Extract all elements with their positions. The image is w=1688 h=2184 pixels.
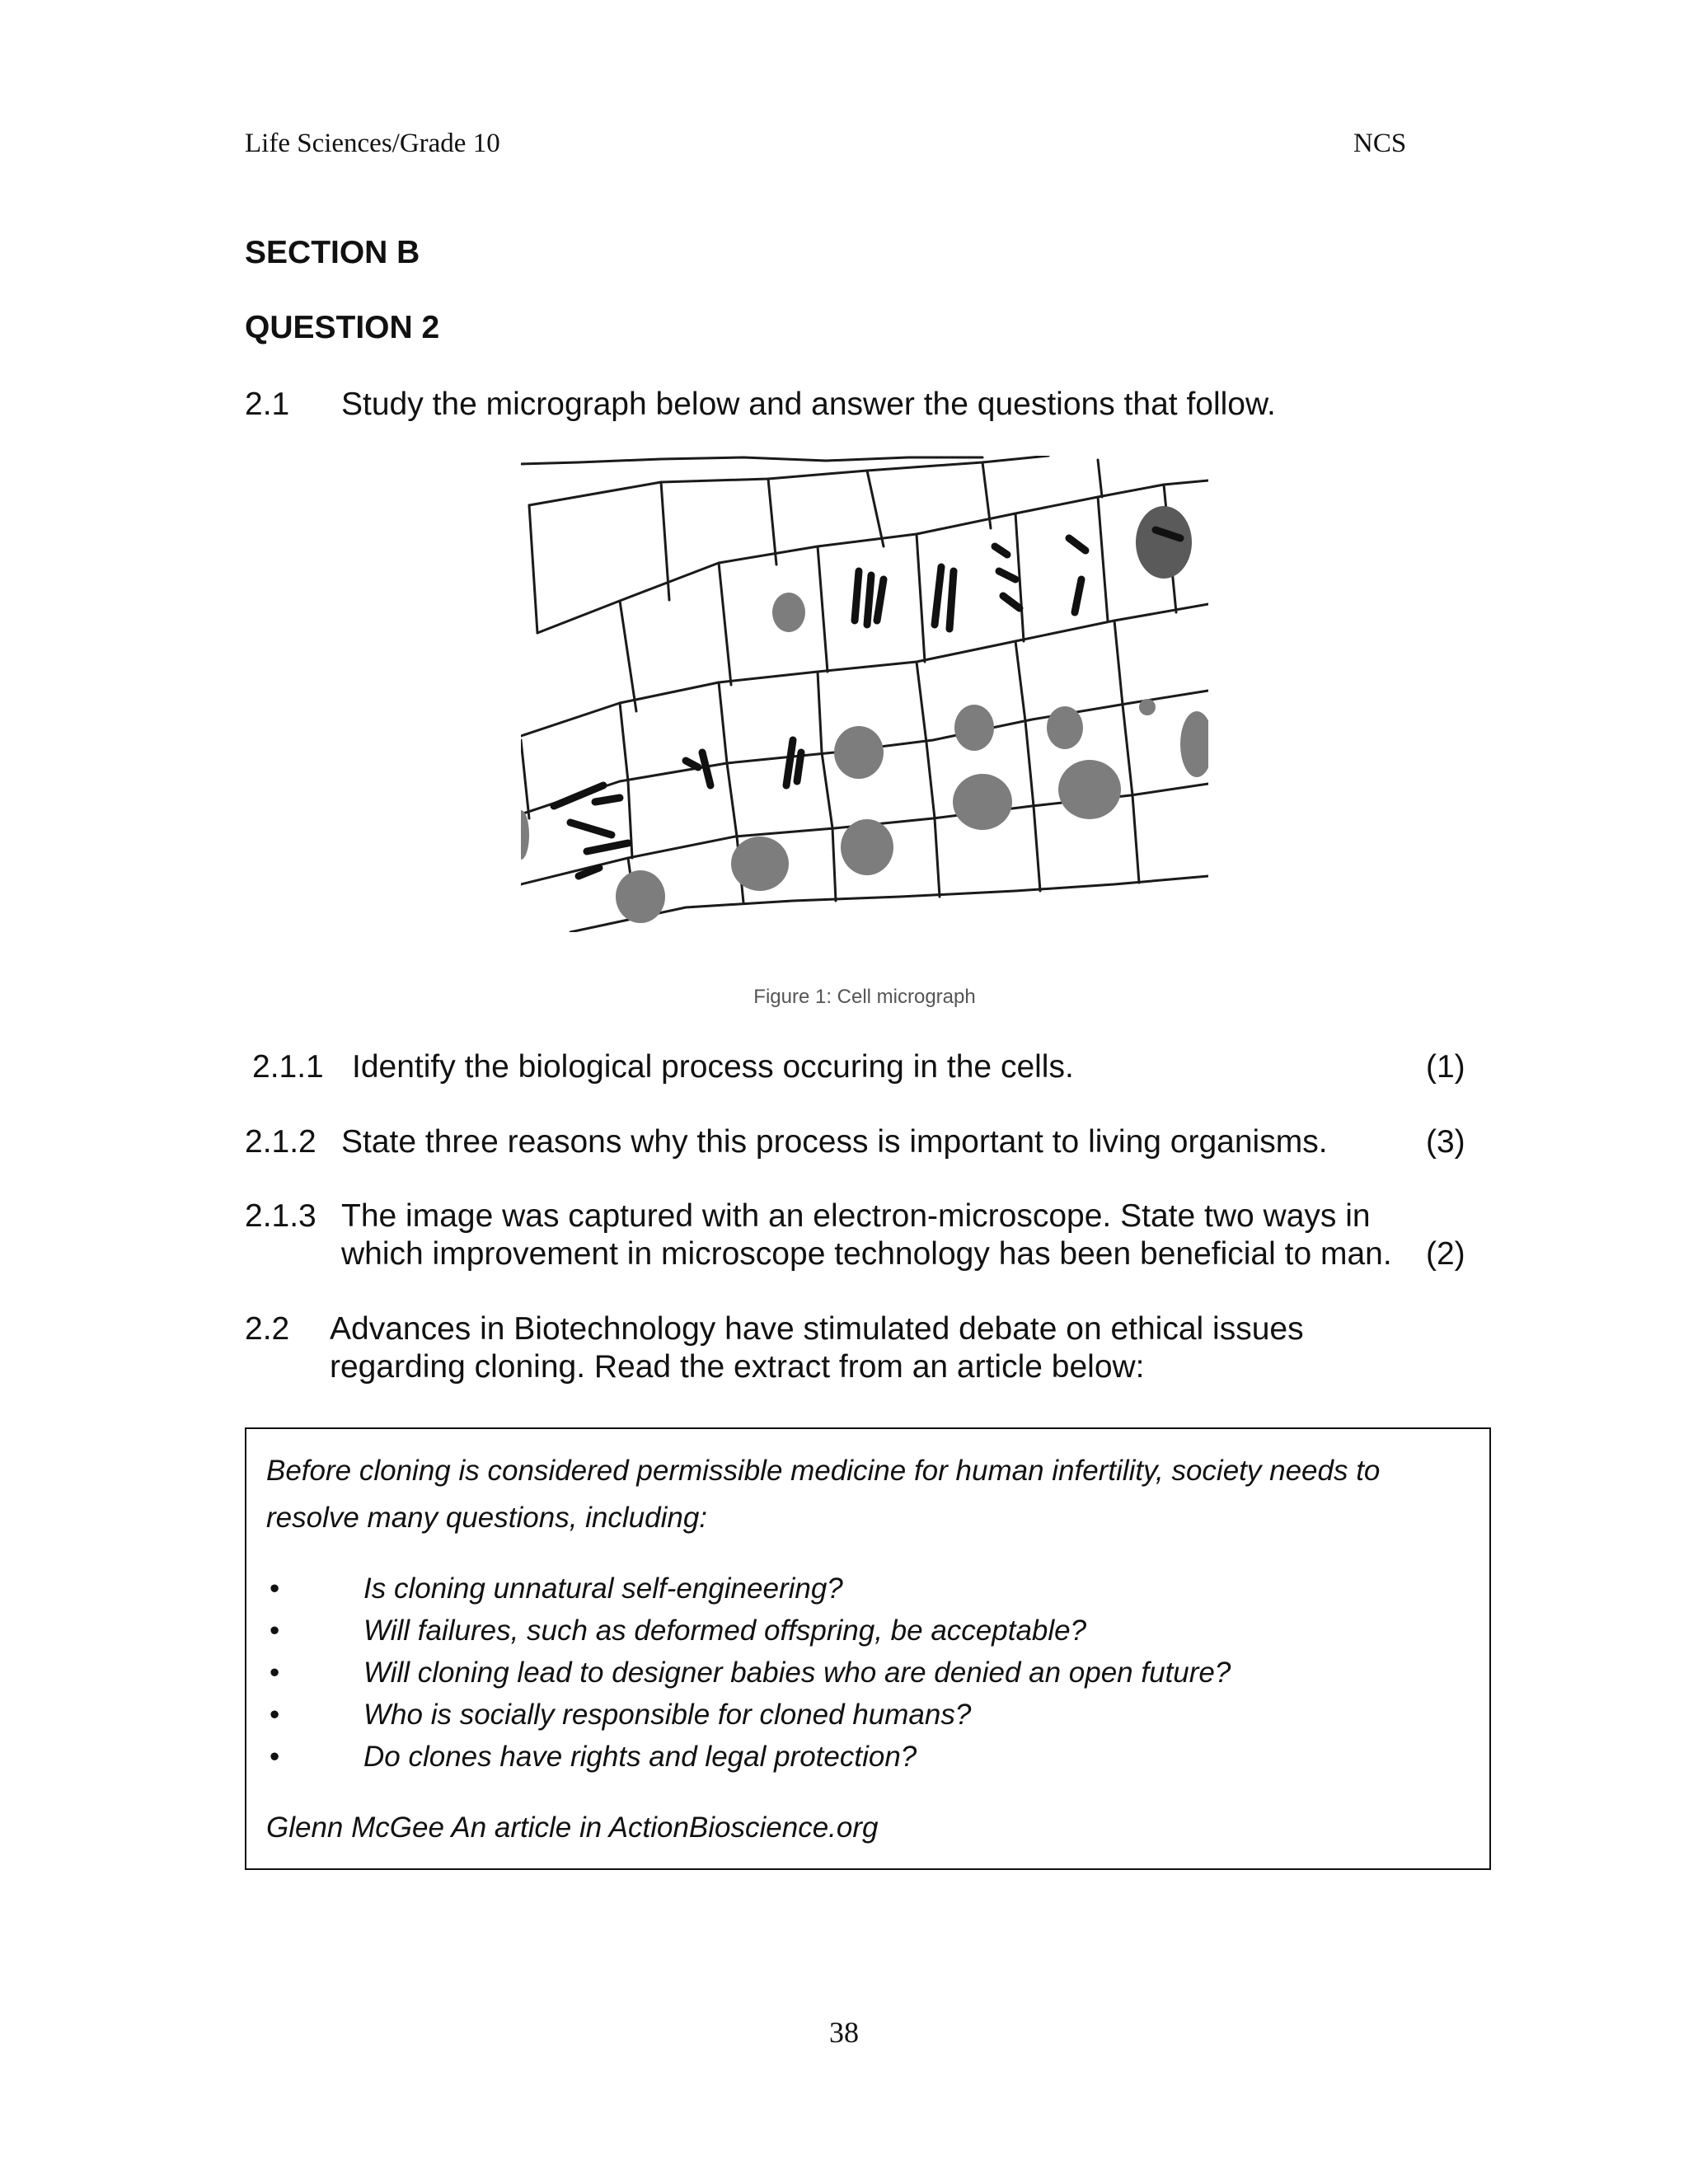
page-number: 38: [829, 2016, 859, 2049]
list-item-text: Who is socially responsible for cloned humans?: [363, 1699, 972, 1731]
subquestion-number: 2.1.2: [245, 1124, 316, 1160]
subquestion-number: 2.1.1: [252, 1049, 324, 1085]
list-item: [266, 1736, 1470, 1778]
subquestion-marks: (3): [1426, 1124, 1465, 1160]
list-item: [266, 1610, 1470, 1652]
list-item-text: Is cloning unnatural self-engineering?: [363, 1572, 843, 1605]
list-item-text: Will cloning lead to designer babies who are denied an open future?: [363, 1657, 1231, 1689]
question-2-1: [0, 386, 1688, 424]
subquestion-text: Identify the biological process occuring in the cells.: [352, 1049, 1074, 1085]
bullet-icon: •: [270, 1657, 280, 1689]
extract-question-list: [266, 1568, 1470, 1778]
subquestion-text: State three reasons why this process is important to living organisms.: [341, 1124, 1328, 1160]
article-extract-box: [245, 1427, 1491, 1870]
page-header-right: NCS: [1353, 129, 1407, 158]
list-item-text: Will failures, such as deformed offspring, be acceptable?: [363, 1615, 1087, 1647]
subquestion-2-1-3: [0, 1197, 1688, 1273]
question-text: Study the micrograph below and answer the questions that follow.: [341, 387, 1276, 422]
bullet-icon: •: [270, 1741, 280, 1773]
subquestion-marks: (1): [1426, 1049, 1465, 1085]
subquestion-2-1-1: [0, 1048, 1688, 1086]
question-number: 2.2: [245, 1311, 290, 1347]
bullet-icon: •: [270, 1615, 280, 1647]
bullet-icon: •: [270, 1572, 280, 1605]
subquestion-text-line-2: which improvement in microscope technology has been beneficial to man.: [341, 1236, 1392, 1272]
subquestion-marks: (2): [1426, 1236, 1465, 1272]
cell-micrograph-image: [521, 456, 1208, 932]
page-header-left: Life Sciences/Grade 10: [245, 129, 500, 158]
question-2-2: [0, 1310, 1688, 1386]
figure-caption: Figure 1: Cell micrograph: [753, 986, 976, 1008]
subquestion-2-1-2: [0, 1123, 1688, 1161]
question-text-line-2: regarding cloning. Read the extract from an article below:: [330, 1349, 1145, 1385]
list-item: [266, 1568, 1470, 1610]
question-title: QUESTION 2: [245, 310, 440, 345]
question-number: 2.1: [245, 387, 290, 422]
subquestion-number: 2.1.3: [245, 1198, 316, 1234]
list-item: [266, 1694, 1470, 1736]
list-item: [266, 1652, 1470, 1694]
subquestion-text-line-1: The image was captured with an electron-microscope. State two ways in: [341, 1198, 1371, 1234]
question-text-line-1: Advances in Biotechnology have stimulated debate on ethical issues: [330, 1311, 1304, 1347]
extract-source: Glenn McGee An article in ActionBioscience.org: [266, 1811, 879, 1844]
section-title: SECTION B: [245, 235, 420, 270]
bullet-icon: •: [270, 1699, 280, 1731]
list-item-text: Do clones have rights and legal protection?: [363, 1741, 917, 1773]
extract-intro: Before cloning is considered permissible medicine for human infertility, society needs to resolve many questions, including:: [266, 1455, 1381, 1534]
